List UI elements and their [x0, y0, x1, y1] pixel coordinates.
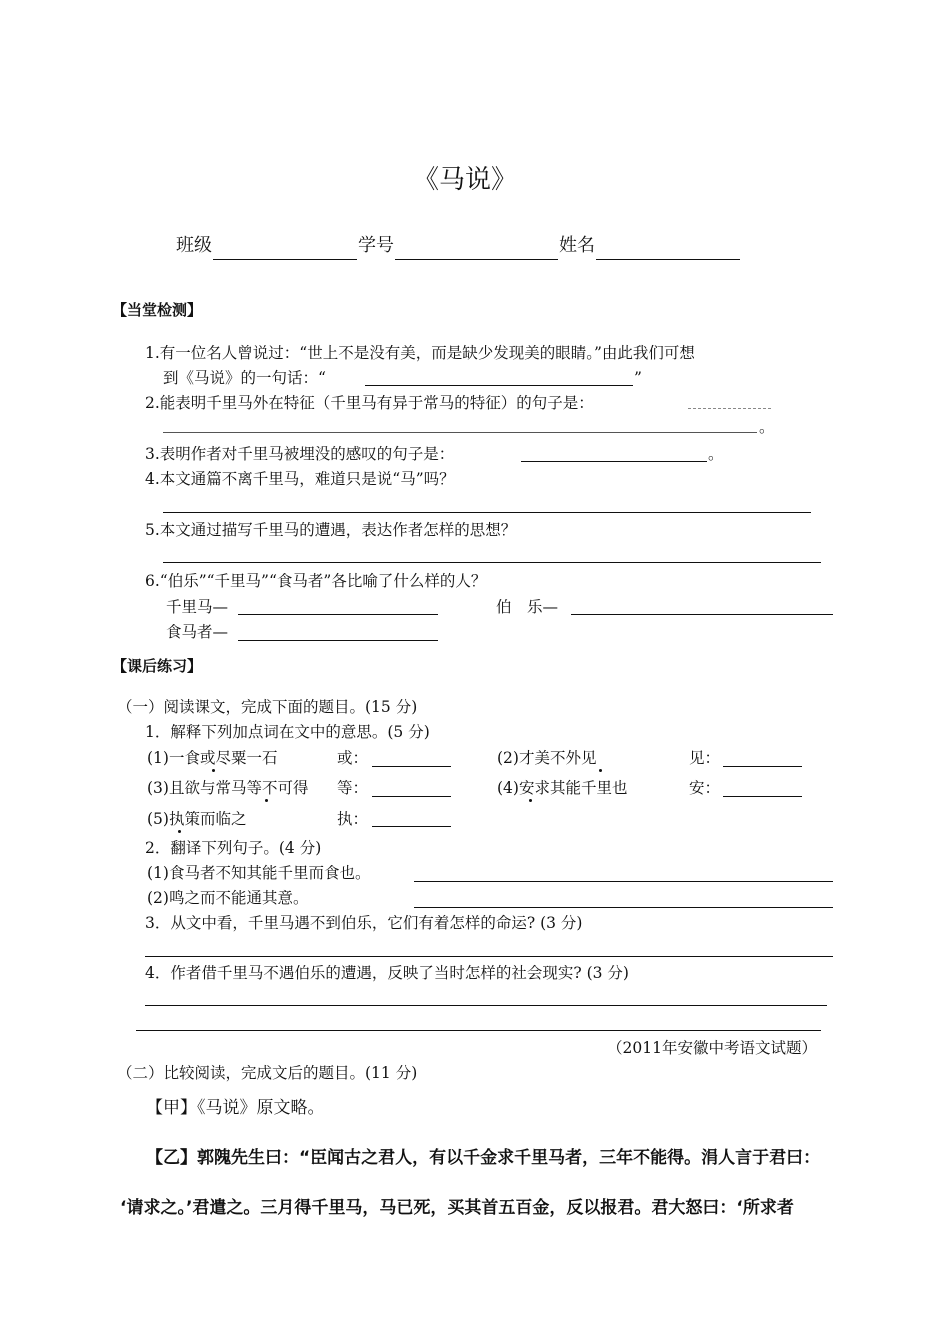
explain-item-2-word: 见： [689, 749, 721, 767]
answer-line-item-1[interactable] [372, 766, 451, 767]
answer-line-q6-bole[interactable] [571, 614, 833, 615]
name-label: 姓名 [559, 235, 595, 256]
emphasis-dot [529, 799, 532, 802]
answer-line-q5[interactable] [163, 562, 821, 563]
translate-sentence-2: (2)鸣之而不能通其意。 [147, 889, 309, 907]
q6-horse-label: 千里马— [166, 598, 229, 616]
part-1-intro: （一）阅读课文，完成下面的题目。(15 分) [117, 698, 418, 716]
question-1-close-quote: ” [634, 369, 642, 387]
name-field[interactable] [596, 259, 740, 260]
section-heading-in-class: 【当堂检测】 [112, 301, 203, 319]
section-heading-after-class: 【课后练习】 [112, 657, 203, 675]
answer-line-translate-1[interactable] [414, 881, 833, 882]
id-field[interactable] [395, 259, 558, 260]
answer-line-item-2[interactable] [723, 766, 802, 767]
part-1-question-4: 4．作者借千里马不遇伯乐的遭遇，反映了当时怎样的社会现实? (3 分) [145, 964, 629, 982]
translate-sentence-1: (1)食马者不知其能千里而食也。 [147, 864, 371, 882]
answer-line-q6-eater[interactable] [238, 640, 438, 641]
question-2-end: 。 [759, 418, 775, 436]
id-label: 学号 [358, 235, 394, 256]
page-title: 《马说》 [413, 165, 518, 195]
passage-jia: 【甲】《马说》原文略。 [146, 1098, 325, 1118]
passage-yi-line-2: ‘请求之。’君遣之。三月得千里马，马已死，买其首五百金，反以报君。君大怒曰：‘所求者 [120, 1198, 794, 1218]
answer-line-item-3[interactable] [372, 796, 451, 797]
explain-item-1: (1)一食或尽粟一石 [147, 749, 278, 767]
question-1-line-2: 到《马说》的一句话：“ [163, 369, 326, 387]
answer-line-item-4[interactable] [723, 796, 802, 797]
answer-line-q2a[interactable] [688, 408, 771, 409]
answer-line-q2b[interactable] [163, 432, 757, 433]
explain-item-1-word: 或： [337, 749, 369, 767]
explain-item-3-word: 等： [337, 779, 369, 797]
class-field[interactable] [213, 259, 357, 260]
question-3-end: 。 [708, 445, 724, 463]
part-1-question-1: 1．解释下列加点词在文中的意思。(5 分) [145, 723, 430, 741]
explain-item-5: (5)执策而临之 [147, 810, 247, 828]
answer-line-q4-reality-b[interactable] [136, 1030, 821, 1031]
q6-bole-label: 伯 乐— [496, 598, 559, 616]
explain-item-5-word: 执： [337, 810, 369, 828]
answer-line-q1[interactable] [365, 385, 633, 386]
question-3: 3.表明作者对千里马被埋没的感叹的句子是： [145, 445, 455, 463]
explain-item-4-word: 安： [689, 779, 721, 797]
explain-item-4: (4)安求其能千里也 [497, 779, 628, 797]
emphasis-dot [265, 799, 268, 802]
emphasis-dot [212, 769, 215, 772]
answer-line-q3-fate[interactable] [145, 956, 833, 957]
question-1-line-1: 1.有一位名人曾说过：“世上不是没有美，而是缺少发现美的眼睛。”由此我们可想 [145, 344, 695, 362]
question-5: 5.本文通过描写千里马的遭遇，表达作者怎样的思想？ [145, 521, 517, 539]
question-2: 2.能表明千里马外在特征（千里马有异于常马的特征）的句子是： [145, 394, 594, 412]
passage-yi-line-1: 【乙】郭隗先生曰：“臣闻古之君人，有以千金求千里马者，三年不能得。涓人言于君曰： [146, 1148, 821, 1168]
q6-eater-label: 食马者— [166, 623, 229, 641]
part-2-intro: （二）比较阅读，完成文后的题目。(11 分) [117, 1064, 418, 1082]
source-note: （2011年安徽中考语文试题） [607, 1039, 817, 1057]
class-label: 班级 [176, 235, 212, 256]
answer-line-item-5[interactable] [372, 826, 451, 827]
answer-line-translate-2[interactable] [414, 907, 833, 908]
explain-item-3: (3)且欲与常马等不可得 [147, 779, 309, 797]
emphasis-dot [599, 769, 602, 772]
question-4: 4.本文通篇不离千里马，难道只是说“马”吗？ [145, 470, 455, 488]
answer-line-q3[interactable] [521, 461, 707, 462]
answer-line-q4-reality-a[interactable] [145, 1005, 827, 1006]
explain-item-2: (2)才美不外见 [497, 749, 597, 767]
answer-line-q4[interactable] [163, 512, 811, 513]
question-6: 6.“伯乐”“千里马”“食马者”各比喻了什么样的人？ [145, 572, 487, 590]
emphasis-dot [178, 830, 181, 833]
part-1-question-3: 3．从文中看，千里马遇不到伯乐，它们有着怎样的命运? (3 分) [145, 914, 583, 932]
answer-line-q6-horse[interactable] [238, 614, 438, 615]
part-1-question-2: 2．翻译下列句子。(4 分) [145, 839, 322, 857]
